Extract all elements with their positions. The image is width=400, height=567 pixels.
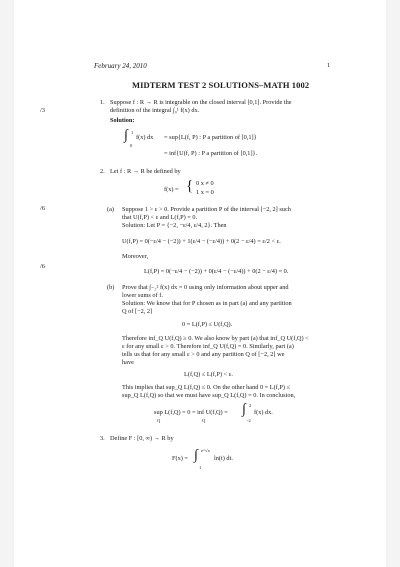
q2b-para-5: This implies that sup_Q L(f,Q) ≤ 0. On the other hand 0 = L(f,P) ≤ [122, 384, 291, 391]
q2a-moreover: Moreover, [122, 253, 149, 260]
integral-sign-q3: ∫ [194, 448, 198, 463]
q3-eq-lhs: F(x) = [172, 455, 188, 462]
q2a-label: (a) [107, 206, 114, 213]
page-title: MIDTERM TEST 2 SOLUTIONS–MATH 1002 [132, 80, 310, 90]
q2b-solution: Solution: We know that for P chosen as in part (a) and any partition [122, 300, 292, 307]
q2b-para-3: tells us that for any small ε > 0 and any partition Q of [−2, 2] we [122, 351, 285, 358]
q1-number: 1. [100, 99, 105, 106]
q2b-line1: Prove that ∫₋₂² f(x) dx = 0 using only information about upper and [122, 284, 289, 291]
q1-line2: definition of the integral ∫₀¹ f(x) dx. [110, 107, 200, 114]
q2a-eq2: L(f,P) = 0(−ε/4 − (−2)) + 0(ε/4 − (−ε/4)) + 0(2 − ε/4) = 0. [144, 268, 289, 275]
header-page-number: 1 [327, 62, 331, 69]
q2b-para-6: sup_Q L(f,Q) so that we must have sup_Q L(f,Q) = 0. In conclusion, [122, 392, 296, 399]
q2a-solution: Solution: Let P = {−2, −ε/4, ε/4, 2}. Then [122, 222, 227, 229]
q2b-lower-limit: −2 [246, 418, 251, 423]
q2b-upper-limit: 2 [249, 403, 252, 408]
q1-eq2-rhs: = inf{U(f, P) : P a partition of [0,1]}. [164, 150, 258, 157]
q2b-para-2: ε for any small ε > 0. Therefore inf_Q U(f,Q) = 0. Similarly, part (a) [122, 343, 294, 350]
integral-sign-q1: ∫ [124, 128, 128, 143]
q2b-line2: lower sums of f. [122, 292, 163, 299]
q3-intro: Define F : [0, ∞) → R by [110, 435, 174, 442]
document-page [14, 0, 386, 567]
margin-mark-q2b: /6 [40, 263, 46, 270]
q2b-eq3: sup L(f,Q) = 0 = inf U(f,Q) = [154, 409, 228, 416]
q3-upper-limit: e^√x [201, 448, 210, 453]
q1-eq1-rhs: = sup{L(f, P) : P a partition of [0,1]} [164, 134, 257, 141]
q1-lower-limit: 0 [130, 143, 133, 148]
q1-line1: Suppose f : R → R is integrable on the closed interval [0,1]. Provide the [110, 99, 292, 106]
q3-lower-limit: 1 [199, 465, 202, 470]
q2b-eq3-tail: f(x) dx. [254, 409, 273, 416]
q2-number: 2. [100, 168, 105, 175]
q1-upper-limit: 1 [131, 130, 134, 135]
q2b-label: (b) [107, 284, 115, 291]
q2a-line2: that U(f,P) < ε and L(f,P) = 0. [122, 214, 198, 221]
integral-sign-q2: ∫ [242, 402, 246, 417]
q2-intro: Let f : R → R be defined by [110, 168, 181, 175]
margin-mark-q2a: /6 [40, 205, 46, 212]
left-brace: { [186, 178, 194, 194]
q2b-eq3-sub-sup: Q [157, 418, 161, 423]
q3-eq-rhs: ln(t) dt. [214, 455, 233, 462]
q2b-eq3-sub-inf: Q [202, 418, 206, 423]
q2a-line1: Suppose 1 > ε > 0. Provide a partition P of the interval [−2, 2] such [122, 206, 291, 213]
q2b-eq2: L(f,Q) ≤ L(f,P) < ε. [184, 371, 233, 378]
q2b-para-4: have [122, 359, 134, 366]
q2b-solution-2: Q of [−2, 2] [122, 308, 153, 315]
q2-case2: 1 x = 0 [196, 189, 214, 196]
header-date: February 24, 2010 [94, 62, 147, 70]
q1-solution-label: Solution: [110, 117, 135, 124]
q3-number: 3. [100, 435, 105, 442]
q2b-para-1: Therefore inf_Q U(f,Q) ≥ 0. We also know by part (a) that inf_Q U(f,Q) < [122, 335, 309, 342]
q2-def-lhs: f(x) = [164, 186, 179, 193]
q2-case1: 0 x ≠ 0 [196, 180, 214, 187]
q2b-eq1: 0 = L(f,P) ≤ U(f,Q). [182, 321, 233, 328]
q1-eq1-lhs: f(x) dx [136, 134, 154, 141]
q2a-eq1: U(f,P) = 0(−ε/4 − (−2)) + 1(ε/4 − (−ε/4)) + 0(2 − ε/4) = ε/2 < ε. [122, 238, 281, 245]
margin-mark-q1: /3 [40, 107, 46, 114]
